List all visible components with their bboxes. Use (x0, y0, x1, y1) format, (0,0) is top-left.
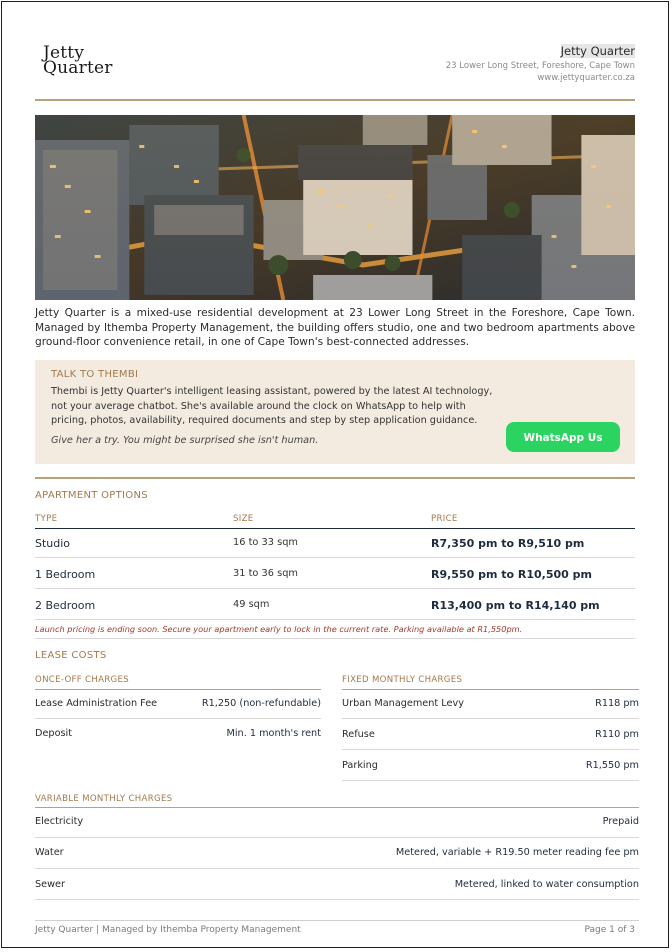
table-row (35, 529, 635, 559)
charge-value: R1,250 (non-refundable) (201, 698, 321, 709)
aerial-city-photo (35, 115, 635, 300)
apt-price: R9,550 pm to R10,500 pm (431, 568, 592, 581)
apt-type: Studio (35, 537, 71, 550)
fixed-row (342, 752, 639, 782)
col-size: SIZE (233, 514, 254, 524)
variable-row (35, 839, 639, 869)
col-type: TYPE (35, 514, 58, 524)
apt-type: 1 Bedroom (35, 568, 96, 581)
apt-price: R7,350 pm to R9,510 pm (431, 537, 585, 550)
thembi-cta-text: Give her a try. You might be surprised she isn't human. (51, 434, 319, 446)
once-off-row (35, 690, 321, 720)
row-divider (342, 780, 639, 781)
charge-value: Prepaid (602, 816, 639, 827)
header-address: 23 Lower Long Street, Foreshore, Cape Town (445, 61, 635, 71)
charge-value: Metered, variable + R19.50 meter reading fee pm (395, 847, 639, 858)
fixed-row (342, 690, 639, 720)
header-website-link[interactable]: www.jettyquarter.co.za (537, 73, 635, 83)
jetty-quarter-logo: Jetty Quarter (43, 43, 113, 78)
row-divider (35, 638, 635, 639)
row-divider (35, 868, 639, 869)
page-content (35, 2, 639, 947)
charge-label: Urban Management Levy (342, 698, 464, 709)
charge-value: Min. 1 month's rent (226, 728, 321, 739)
thembi-title: TALK TO THEMBI (51, 369, 139, 380)
variable-row (35, 808, 639, 838)
apt-size: 49 sqm (233, 599, 270, 610)
once-off-row (35, 720, 321, 750)
header-contact (446, 44, 635, 83)
variable-monthly-charges-title: VARIABLE MONTHLY CHARGES (35, 794, 173, 804)
row-divider (35, 837, 639, 838)
charge-label: Sewer (35, 879, 65, 890)
charge-label: Parking (342, 760, 378, 771)
col-price: PRICE (431, 514, 458, 524)
row-divider (342, 749, 639, 750)
thembi-description: Thembi is Jetty Quarter's intelligent leasing assistant, powered by the latest AI technology, not your average chatbot. She's available around the clock on WhatsApp to help with pricing, photos, availability, required documents and step by step application guidance. (51, 386, 493, 427)
apartment-table-header (35, 514, 635, 528)
fixed-row (342, 721, 639, 751)
lease-costs-title: LEASE COSTS (35, 650, 107, 661)
apt-price: R13,400 pm to R14,140 pm (431, 599, 600, 612)
charge-label: Refuse (342, 729, 375, 740)
table-row (35, 591, 635, 621)
charge-value: R118 pm (595, 698, 639, 709)
apartment-options-title: APARTMENT OPTIONS (35, 490, 148, 501)
row-divider (35, 899, 639, 900)
once-off-charges-title: ONCE-OFF CHARGES (35, 675, 130, 685)
charge-label: Water (35, 847, 64, 858)
charge-value: Metered, linked to water consumption (454, 879, 639, 890)
footer-text: Jetty Quarter | Managed by Ithemba Property Management (35, 925, 301, 935)
row-divider (35, 718, 321, 719)
apt-size: 31 to 36 sqm (233, 568, 298, 579)
page-number: Page 1 of 3 (584, 925, 635, 935)
document-page (1, 1, 669, 948)
whatsapp-us-button[interactable]: WhatsApp Us (506, 422, 620, 452)
variable-row (35, 871, 639, 901)
thembi-panel (35, 360, 635, 464)
launch-pricing-note: Launch pricing is ending soon. Secure your apartment early to lock in the current rate. Parking available at R1,550pm. (35, 624, 523, 634)
fixed-monthly-charges-title: FIXED MONTHLY CHARGES (342, 675, 463, 685)
charge-label: Deposit (35, 728, 73, 739)
row-divider (35, 588, 635, 589)
row-divider (35, 557, 635, 558)
charge-label: Electricity (35, 816, 84, 827)
apt-size: 16 to 33 sqm (233, 537, 298, 548)
row-divider (35, 619, 635, 620)
section-divider (35, 477, 635, 479)
table-row (35, 560, 635, 590)
apt-type: 2 Bedroom (35, 599, 96, 612)
charge-label: Lease Administration Fee (35, 698, 158, 709)
city-night-illustration (35, 115, 635, 300)
header-divider (35, 99, 635, 101)
intro-paragraph: Jetty Quarter is a mixed-use residential development at 23 Lower Long Street in the Foreshore, Cape Town. Managed by Ithemba Property Management, the building offers studio, one and two bedroom apartments above ground-floor convenience retail, in one of Cape Town's best-connected addresses. (35, 307, 635, 349)
row-divider (342, 718, 639, 719)
header-name: Jetty Quarter (560, 44, 635, 58)
charge-value: R110 pm (595, 729, 639, 740)
footer-rule (35, 920, 639, 921)
charge-value: R1,550 pm (585, 760, 639, 771)
